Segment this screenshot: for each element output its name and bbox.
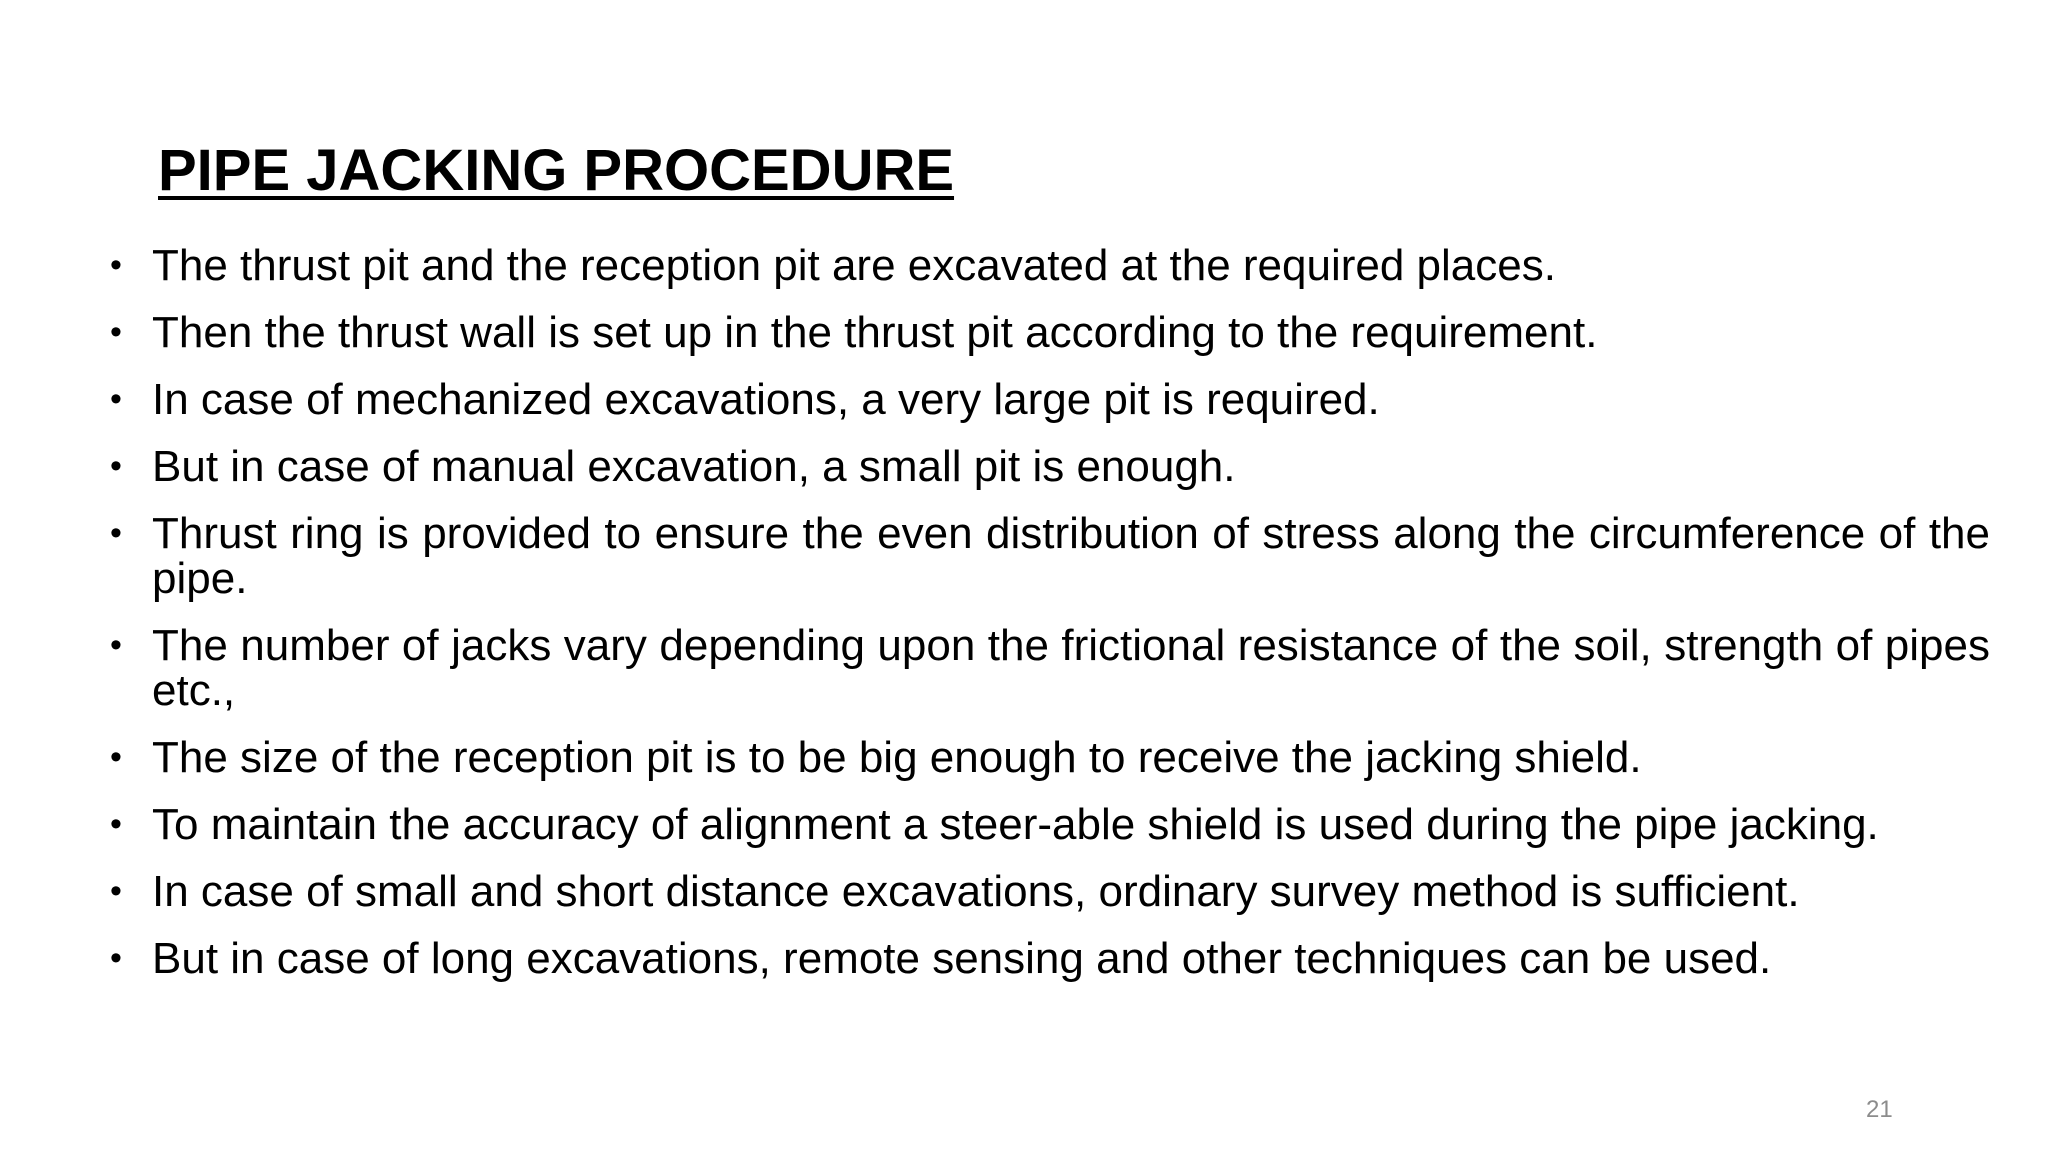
bullet-item [110, 444, 1990, 489]
bullet-text: But in case of long excavations, remote sensing and other techniques can be used. [152, 934, 1772, 983]
bullet-icon: • [110, 805, 122, 843]
bullet-icon: • [110, 246, 122, 284]
bullet-icon: • [110, 738, 122, 776]
bullet-item [110, 735, 1990, 780]
page-number: 21 [1866, 1096, 1893, 1123]
bullet-item [110, 869, 1990, 914]
bullet-item [110, 243, 1990, 288]
bullet-text: The thrust pit and the reception pit are excavated at the required places. [152, 241, 1556, 290]
bullet-text: Then the thrust wall is set up in the thrust pit according to the requirement. [152, 308, 1598, 357]
bullet-text: In case of mechanized excavations, a very large pit is required. [152, 375, 1380, 424]
bullet-icon: • [110, 872, 122, 910]
bullet-item [110, 511, 1990, 601]
bullet-icon: • [110, 447, 122, 485]
bullet-icon: • [110, 380, 122, 418]
bullet-item [110, 802, 1990, 847]
bullet-icon: • [110, 939, 122, 977]
bullet-text: To maintain the accuracy of alignment a steer-able shield is used during the pipe jacking. [152, 800, 1879, 849]
bullet-icon: • [110, 514, 122, 552]
bullet-item [110, 377, 1990, 422]
bullet-text: Thrust ring is provided to ensure the even distribution of stress along the circumference of the pipe. [152, 509, 1990, 603]
bullet-icon: • [110, 626, 122, 664]
bullet-text: The size of the reception pit is to be big enough to receive the jacking shield. [152, 733, 1642, 782]
bullet-icon: • [110, 313, 122, 351]
bullet-item [110, 623, 1990, 713]
bullet-list [110, 243, 1990, 1003]
bullet-text: The number of jacks vary depending upon the frictional resistance of the soil, strength of pipes etc., [152, 621, 1990, 715]
bullet-text: But in case of manual excavation, a small pit is enough. [152, 442, 1236, 491]
bullet-item [110, 310, 1990, 355]
bullet-item [110, 936, 1990, 981]
bullet-text: In case of small and short distance excavations, ordinary survey method is sufficient. [152, 867, 1800, 916]
slide-title: PIPE JACKING PROCEDURE [158, 138, 955, 203]
